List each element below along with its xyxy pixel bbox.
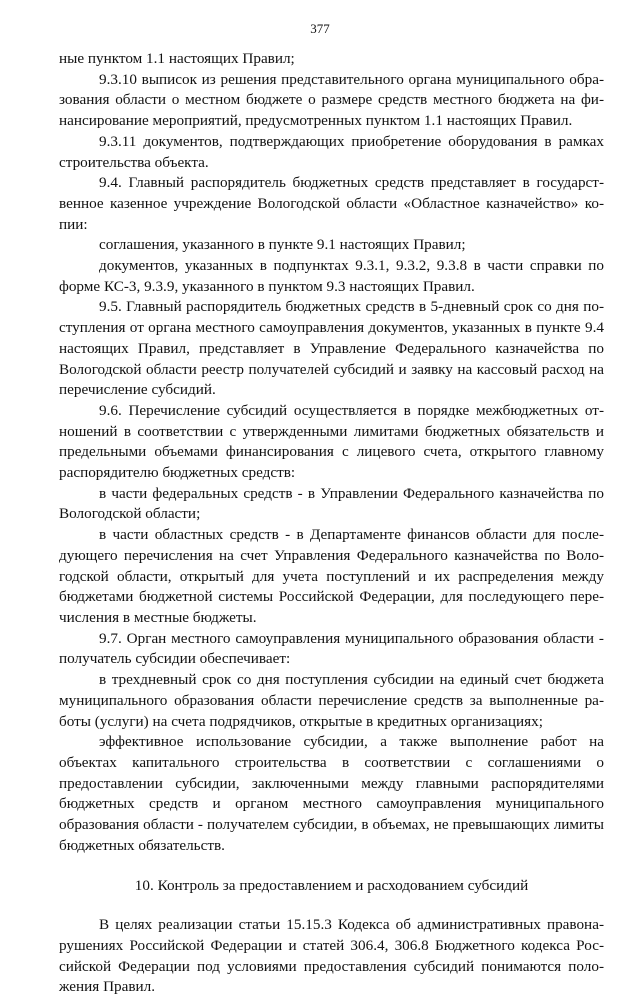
paragraph-9-6-regional: в части областных средств - в Департаменте финансов области для последующего перечисления на счет Управления Федерального казначейства по Вологодской области, открытый для учета поступлений и их распределения между бюджетами бюджетной системы Российской Федерации, для последующего перечисления в местные бюджеты. <box>59 526 604 626</box>
paragraph-9-7-transfer: в трехдневный срок со дня поступления субсидии на единый счет бюджета муниципального образования области перечисление средств за выполненные работы (услуги) на счета подрядчиков, открытые в кредитных организациях; <box>59 671 604 730</box>
paragraph-9-4: 9.4. Главный распорядитель бюджетных средств представляет в государственное казенное учреждение Вологодской области «Областное казначейство» копии: <box>59 174 604 233</box>
paragraph-9-7: 9.7. Орган местного самоуправления муниципального образования области - получатель субсидии обеспечивает: <box>59 629 604 668</box>
paragraph-9-5: 9.5. Главный распорядитель бюджетных средств в 5-дневный срок со дня поступления от органа местного самоуправления документов, указанных в пункте 9.4 настоящих Правил, представляет в Управление Федерального казначейства по Вологодской области реестр получателей субсидий и заявку на кассовый расход на перечисление субсидий. <box>59 298 604 399</box>
document-body <box>59 49 604 998</box>
paragraph-9-6: 9.6. Перечисление субсидий осуществляется в порядке межбюджетных отношений в соответствии с утвержденными лимитами бюджетных обязательств и предельными объемами финансирования с лицевого счета, открытого главному распорядителю бюджетных средств: <box>59 401 604 482</box>
paragraph-9-4-item-documents: документов, указанных в подпунктах 9.3.1, 9.3.2, 9.3.8 в части справки по форме КС-3, 9.3.9, указанного в пунктом 9.3 настоящих Правил. <box>59 257 604 295</box>
section-10-paragraph: В целях реализации статьи 15.15.3 Кодекса об административных правонарушениях Российской Федерации и статей 306.4, 306.8 Бюджетного кодекса Российской Федерации под условиями предоставления субсидий понимаются положения Правил. <box>59 916 604 996</box>
paragraph-9-6-federal: в части федеральных средств - в Управлении Федерального казначейства по Вологодской области; <box>59 484 604 523</box>
paragraph-continuation: ные пунктом 1.1 настоящих Правил; <box>59 50 295 67</box>
paragraph-9-4-item-agreement: соглашения, указанного в пункте 9.1 настоящих Правил; <box>99 236 466 254</box>
page-number: 377 <box>310 21 330 36</box>
paragraph-9-7-usage: эффективное использование субсидии, а также выполнение работ на объектах капитального строительства в соответствии с соглашениями о предоставлении субсидии, заключенными между главными распорядителями бюджетных средств и органом местного самоуправления муниципального образования области - получателем субсидии, в объемах, не превышающих лимиты бюджетных обязательств. <box>59 733 604 854</box>
paragraph-9-3-10: 9.3.10 выписок из решения представительного органа муниципального образования области о местном бюджете о размере средств местного бюджета на финансирование мероприятий, предусмотренных пунктом 1.1 настоящих Правил. <box>59 70 604 130</box>
paragraph-9-3-11: 9.3.11 документов, подтверждающих приобретение оборудования в рамках строительства объекта. <box>59 132 604 171</box>
section-heading: 10. Контроль за предоставлением и расходованием субсидий <box>134 877 529 895</box>
